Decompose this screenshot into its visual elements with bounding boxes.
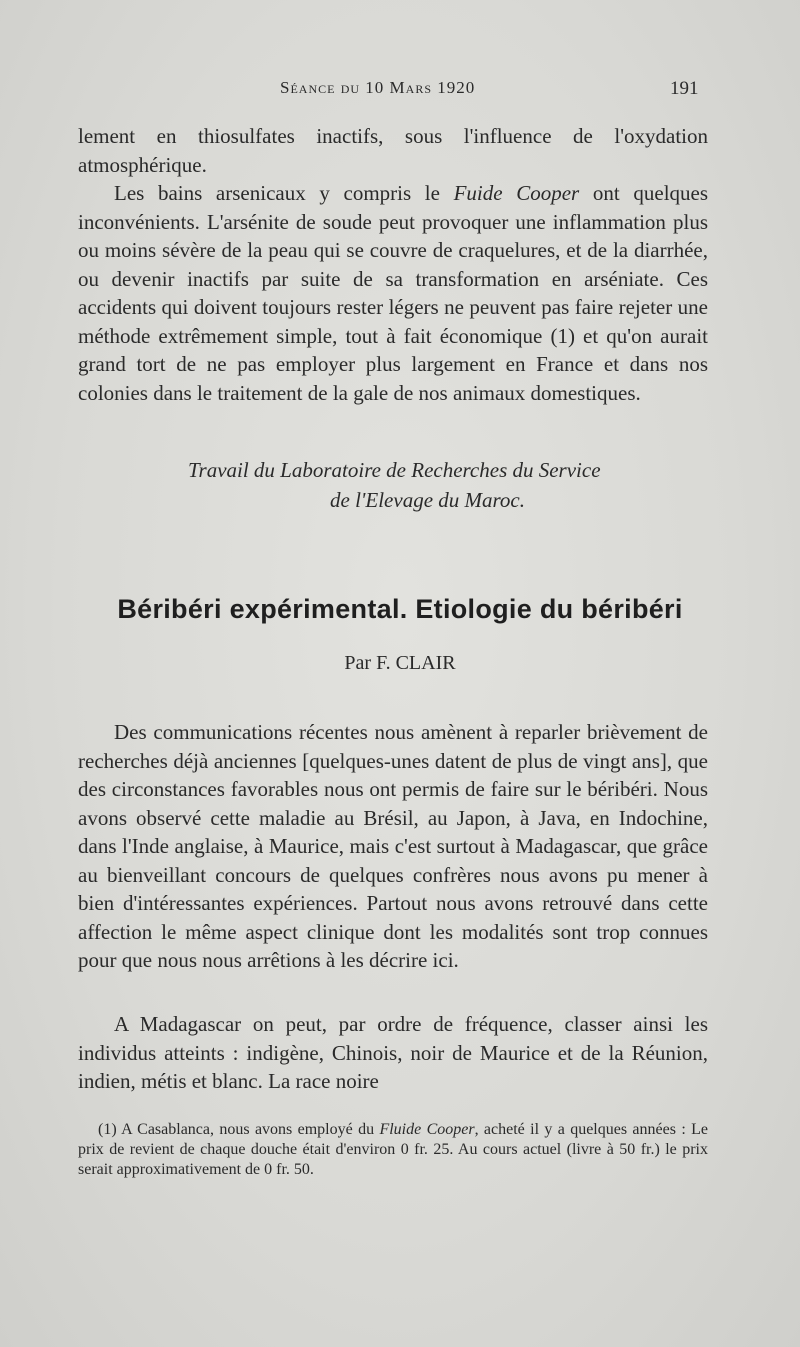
paragraph-2-text-a: Les bains arsenicaux y compris le	[114, 181, 454, 205]
footnote	[78, 1120, 708, 1180]
page-number: 191	[670, 78, 699, 99]
article-paragraph-2	[78, 1010, 708, 1096]
footnote-italic: Fluide Cooper	[379, 1121, 475, 1138]
article-paragraph-1	[78, 718, 708, 975]
paragraph-2-italic: Fuide Cooper	[453, 181, 580, 205]
footnote-text-a: (1) A Casablanca, nous avons employé du	[98, 1121, 380, 1138]
running-head: Séance du 10 Mars 1920	[280, 78, 476, 97]
credit-line-2: de l'Elevage du Maroc.	[330, 488, 525, 512]
article-paragraph-1-text: Des communications récentes nous amènent à reparler brièvement de recherches déjà anciennes [quelques-unes datent de plus de vingt ans], que des circonstances favorables nous ont permis de faire sur le béribéri. Nous avons observé cette maladie au Brésil, au Japon, à Java, en Indochine, dans l'Inde anglaise, à Maurice, mais c'est surtout à Madagascar, que grâce au bienveillant concours de quelques confrères nous avons pu mener à bien d'intéressantes expériences. Partout nous avons retrouvé dans cette affection le même aspect clinique dont les modalités sont trop connues pour que nous nous arrêtions à les décrire ici.	[78, 720, 708, 972]
paragraph-2-text-b: ont quelques inconvénients. L'arsénite de soude peut provoquer une inflammation plus ou moins sévère de la peau qui se couvre de craquelures, et de la diarrhée, ou devenir inactifs par suite de sa transformation en arséniate. Ces accidents qui doivent toujours rester légers ne peuvent pas faire rejeter une méthode extrêmement simple, tout à fait économique (1) et qu'on aurait grand tort de ne pas employer plus largement en France et dans nos colonies dans le traitement de la gale de nos animaux domestiques.	[78, 181, 709, 405]
article-byline: Par F. CLAIR	[344, 652, 456, 674]
paragraph-continuation	[78, 122, 708, 179]
article-paragraph-2-text: A Madagascar on peut, par ordre de fréquence, classer ainsi les individus atteints : indigène, Chinois, noir de Maurice et de la Réunion, indien, métis et blanc. La race noire	[78, 1012, 708, 1093]
paragraph-2	[78, 179, 708, 407]
footnote-text-b: , acheté il y a quelques années : Le prix de revient de chaque douche était d'environ 0 fr. 25. Au cours actuel (livre à 50 fr.) le prix serait approximativement de 0 fr. 50.	[78, 1121, 708, 1178]
laboratory-credit	[78, 455, 708, 515]
article-title: Béribéri expérimental. Etiologie du béribéri	[117, 594, 683, 624]
paragraph-1-text: lement en thiosulfates inactifs, sous l'influence de l'oxydation atmosphérique.	[78, 124, 708, 177]
credit-line-1: Travail du Laboratoire de Recherches du Service	[188, 458, 601, 482]
paragraph-arsenic-baths	[78, 179, 708, 407]
